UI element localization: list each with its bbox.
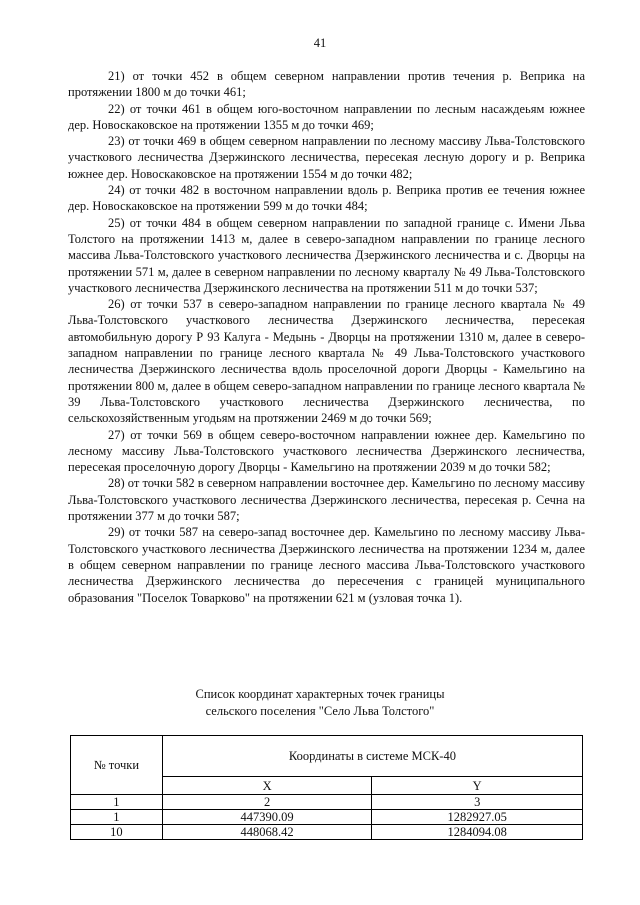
paragraph-22: 22) от точки 461 в общем юго-восточном направлении по лесным насаждеьям южнее дер. Новоскаковское на протяжении 1355 м до точки 469; (68, 101, 585, 132)
caption-line-2: сельского поселения "Село Льва Толстого" (205, 704, 435, 718)
paragraph-28: 28) от точки 582 в северном направлении восточнее дер. Камельгино по лесному массиву Льва-Толстовского участкового лесничества Дзержинского лесничества, пересекая р. Сечна на протяжении 377 м до точки 587; (68, 476, 585, 524)
table-row (71, 825, 583, 840)
header-point-number: № точки (71, 736, 163, 795)
cell-y: 1284094.08 (372, 825, 583, 840)
page-number: 41 (313, 36, 327, 50)
header-coordinates: Координаты в системе МСК-40 (162, 736, 582, 777)
table-caption (0, 686, 640, 720)
header-y: Y (372, 777, 583, 795)
cell-point: 1 (71, 795, 163, 810)
header-x: X (162, 777, 372, 795)
cell-x: 448068.42 (162, 825, 372, 840)
paragraph-23: 23) от точки 469 в общем северном направлении по лесному массиву Льва-Толстовского участкового лесничества Дзержинского лесничества, пересекая лесную дорогу и р. Веприка южнее дер. Новоскаковское на протяжении 1554 м до точки 482; (68, 134, 585, 181)
cell-y: 3 (372, 795, 583, 810)
paragraph-24: 24) от точки 482 в восточном направлении вдоль р. Веприка против ее течения южнее дер. Новоскаковское на протяжении 599 м до точки 484; (68, 183, 585, 214)
paragraph-26: 26) от точки 537 в северо-западном направлении по границе лесного квартала № 49 Льва-Толстовского участкового лесничества Дзержинского лесничества, пересекая автомобильную дорогу Р 93 Калуга - Медынь - Дворцы на протяжении 1310 м, далее в северо-западном направлении по границе лесного квартала № 49 Льва-Толстовского участкового лесничества Дзержинского лесничества вдоль проселочной дороги Дворцы - Камельгино на протяжении 800 м, далее в общем северо-западном направлении по границе лесного квартала № 39 Льва-Толстовского участкового лесничества Дзержинского лесничества, по сельскохозяйственным угодьям на протяжении 2469 м до точки 569; (68, 297, 585, 426)
paragraph-25: 25) от точки 484 в общем северном направлении по западной границе с. Имени Льва Толстого на протяжении 1413 м, далее в северо-западном направлении по границе лесного массива Льва-Толстовского участкового лесничества Дзержинского лесничества и с. Дворцы на протяжении 571 м, далее в северном направлении по лесному кварталу № 49 Льва-Толстовского участкового лесничества Дзержинского лесничества на протяжении 511 м до точки 537; (68, 215, 585, 295)
paragraph-21: 21) от точки 452 в общем северном направлении против течения р. Веприка на протяжении 1800 м до точки 461; (68, 69, 585, 100)
table-row (71, 810, 583, 825)
paragraph-27: 27) от точки 569 в общем северо-восточном направлении южнее дер. Камельгино по лесному массиву Льва-Толстовского участкового лесничества Дзержинского лесничества, пересекая проселочную дорогу Дворцы - Камельгино на протяжении 2039 м до точки 582; (68, 427, 585, 475)
cell-point: 1 (71, 810, 163, 825)
cell-y: 1282927.05 (372, 810, 583, 825)
cell-x: 2 (162, 795, 372, 810)
table-row (71, 795, 583, 810)
paragraph-29: 29) от точки 587 на северо-запад восточнее дер. Камельгино по лесному массиву Льва-Толстовского участкового лесничества Дзержинского лесничества на протяжении 1234 м, далее в общем северном направлении по границе лесного массива Льва-Толстовского участкового лесничества Дзержинского лесничества до пересечения с границей муниципального образования "Поселок Товарково" на протяжении 621 м (узловая точка 1). (68, 525, 585, 605)
cell-x: 447390.09 (162, 810, 372, 825)
document-body (68, 68, 585, 606)
cell-point: 10 (71, 825, 163, 840)
caption-line-1: Список координат характерных точек границы (195, 687, 445, 701)
coordinates-table (70, 735, 583, 840)
